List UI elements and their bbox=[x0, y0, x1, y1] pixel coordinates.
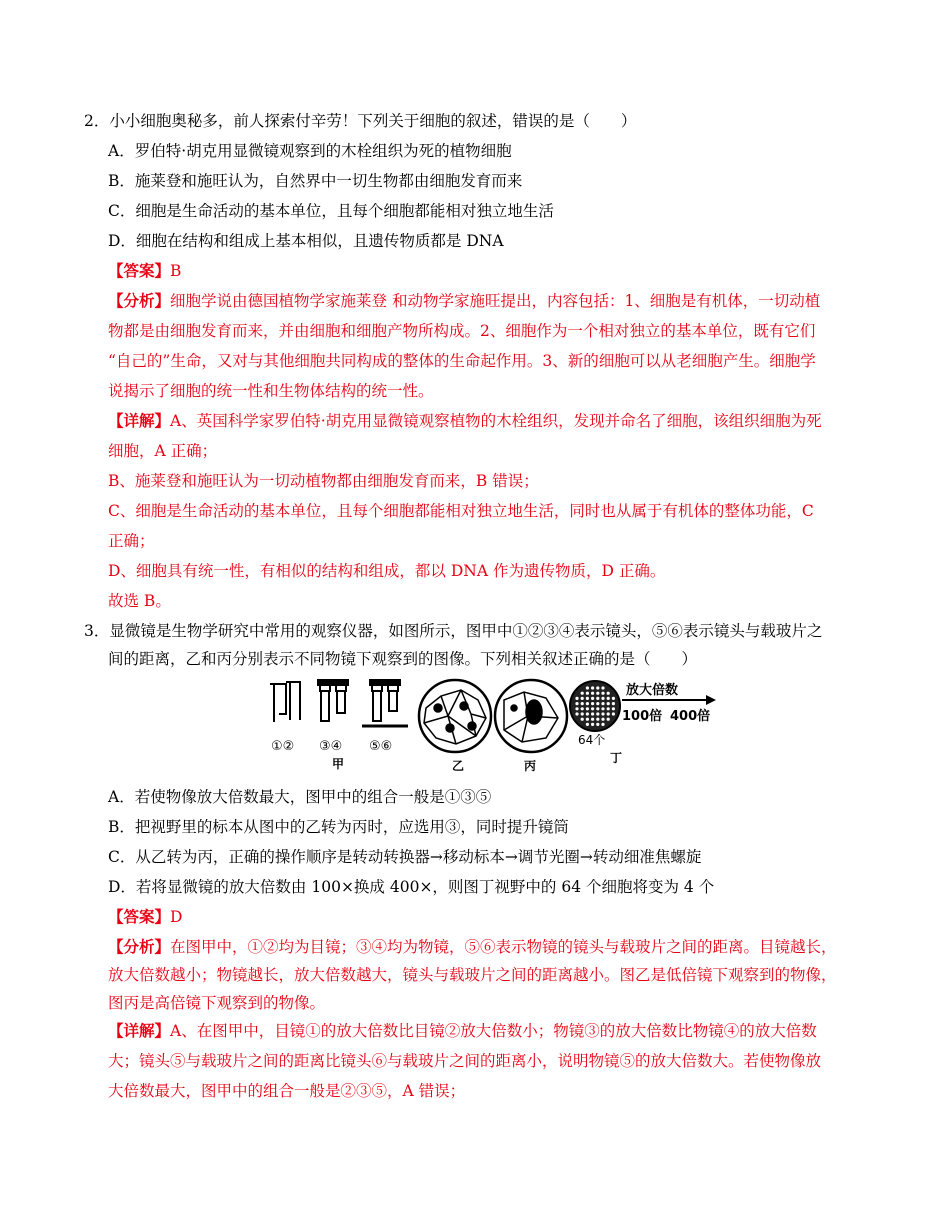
cell-dot bbox=[601, 697, 604, 700]
cell-dot bbox=[596, 707, 599, 710]
cell-dot bbox=[575, 707, 578, 710]
q2-detail-line: B、施莱登和施旺认为一切动植物都由细胞发育而来，B 错误； bbox=[108, 472, 539, 490]
cell-dot bbox=[601, 707, 604, 710]
q3-detail-tag: 【详解】 bbox=[108, 1021, 171, 1040]
cell-dot bbox=[586, 723, 589, 726]
cell-dot bbox=[612, 702, 615, 705]
cell-dot bbox=[586, 712, 589, 715]
view-ding bbox=[570, 681, 620, 731]
q3-detail-text: A、在图甲中，目镜①的放大倍数比目镜②放大倍数小；物镜③的放大倍数比物镜④的放大倍数 bbox=[170, 1022, 817, 1040]
eyepiece-lenses bbox=[270, 682, 300, 722]
q2-analysis-line: 物都是由细胞发育而来，并由细胞和细胞产物所构成。2、细胞作为一个相对独立的基本单位，既有它们 bbox=[108, 322, 816, 340]
cell-dot bbox=[607, 697, 610, 700]
mag-to: 400倍 bbox=[670, 709, 711, 724]
objective-distance bbox=[362, 680, 408, 726]
cell-dot bbox=[581, 702, 584, 705]
q2-detail-line: 细胞，A 正确； bbox=[108, 442, 218, 460]
cell-dot bbox=[591, 692, 594, 695]
mag-from: 100倍 bbox=[622, 709, 663, 724]
view-bing bbox=[495, 680, 567, 752]
cell-dot bbox=[612, 697, 615, 700]
q3-answer-value: D bbox=[170, 908, 183, 926]
label-lens-56: ⑤⑥ bbox=[369, 739, 393, 754]
cell-dot bbox=[596, 712, 599, 715]
cell-dot bbox=[591, 707, 594, 710]
cell-dot bbox=[607, 712, 610, 715]
cell-dot bbox=[601, 692, 604, 695]
q3-answer-tag: 【答案】 bbox=[108, 907, 171, 926]
q3-detail-line: 大倍数最大，图甲中的组合一般是②③⑤，A 错误； bbox=[108, 1082, 466, 1100]
q2-detail-text: A、英国科学家罗伯特·胡克用显微镜观察植物的木栓组织，发现并命名了细胞，该组织细胞为死 bbox=[170, 412, 822, 430]
cell-dot bbox=[601, 686, 604, 689]
q2-detail-line: 故选 B。 bbox=[108, 592, 171, 610]
cell-dot bbox=[601, 702, 604, 705]
q2-stem: 2．小小细胞奥秘多，前人探索付辛劳！下列关于细胞的叙述，错误的是（ ） bbox=[84, 112, 637, 130]
cell-dot bbox=[586, 692, 589, 695]
cell-dot bbox=[596, 697, 599, 700]
q3-option-b: B．把视野里的标本从图中的乙转为丙时，应选用③，同时提升镜筒 bbox=[108, 818, 569, 836]
q2-analysis-line bbox=[108, 290, 820, 312]
cell-dot bbox=[591, 702, 594, 705]
cell-dot bbox=[591, 723, 594, 726]
cell-dot bbox=[596, 723, 599, 726]
q2-detail-tag: 【详解】 bbox=[108, 411, 171, 430]
cell-dot bbox=[581, 692, 584, 695]
q2-detail-line: D、细胞具有统一性，有相似的结构和组成，都以 DNA 作为遗传物质，D 正确。 bbox=[108, 562, 666, 580]
cell-dot bbox=[612, 712, 615, 715]
cell-dot bbox=[586, 686, 589, 689]
cell-dot bbox=[575, 712, 578, 715]
label-lens-34: ③④ bbox=[319, 739, 343, 754]
q2-detail-line: 正确； bbox=[108, 532, 155, 550]
label-cell-count: 64个 bbox=[578, 733, 606, 747]
q3-detail-line: 大；镜头⑤与载玻片之间的距离比镜头⑥与载玻片之间的距离小，说明物镜⑤的放大倍数大。若使物像放 bbox=[108, 1052, 822, 1070]
objective-lenses bbox=[318, 680, 348, 721]
cell-dot bbox=[575, 702, 578, 705]
q3-option-a: A．若使物像放大倍数最大，图甲中的组合一般是①③⑤ bbox=[108, 788, 492, 806]
label-ding: 丁 bbox=[610, 751, 623, 765]
q3-analysis-line: 放大倍数越小；物镜越长，放大倍数越大，镜头与载玻片之间的距离越小。图乙是低倍镜下观察到的物像， bbox=[108, 966, 837, 984]
cell-dot bbox=[586, 707, 589, 710]
q3-option-d: D．若将显微镜的放大倍数由 100×换成 400×，则图丁视野中的 64 个细胞将变为 4 个 bbox=[108, 878, 715, 896]
view-yi bbox=[419, 680, 491, 752]
q2-analysis-tag: 【分析】 bbox=[108, 291, 171, 310]
q2-detail-line bbox=[108, 410, 822, 432]
cell-dot bbox=[586, 697, 589, 700]
cell-dot bbox=[607, 692, 610, 695]
cell-dot bbox=[581, 697, 584, 700]
label-bing: 丙 bbox=[524, 759, 537, 773]
q2-option-a: A．罗伯特·胡克用显微镜观察到的木栓组织为死的植物细胞 bbox=[108, 142, 512, 160]
microscope-figure bbox=[266, 678, 721, 778]
q2-analysis-text: 细胞学说由德国植物学家施莱登 和动物学家施旺提出，内容包括：1、细胞是有机体，一切动植 bbox=[170, 292, 821, 310]
q3-analysis-text: 在图甲中，①②均为目镜；③④均为物镜，⑤⑥表示物镜的镜头与载玻片之间的距离。目镜越长， bbox=[170, 938, 837, 956]
cell-dot bbox=[586, 702, 589, 705]
cell-dot bbox=[581, 707, 584, 710]
q2-option-d: D．细胞在结构和组成上基本相似，且遗传物质都是 DNA bbox=[108, 232, 504, 250]
cell-dot bbox=[601, 718, 604, 721]
cell-dot bbox=[596, 692, 599, 695]
q3-analysis-line: 图丙是高倍镜下观察到的物像。 bbox=[108, 994, 326, 1012]
q2-answer-tag: 【答案】 bbox=[108, 261, 171, 280]
cell-dot bbox=[581, 712, 584, 715]
label-yi: 乙 bbox=[452, 759, 465, 773]
cell-dot bbox=[607, 707, 610, 710]
cell-dot bbox=[581, 718, 584, 721]
cell-dot bbox=[591, 712, 594, 715]
arrow-head-icon bbox=[706, 695, 716, 705]
q3-analysis-tag: 【分析】 bbox=[108, 937, 171, 956]
q3-option-c: C．从乙转为丙，正确的操作顺序是转动转换器→移动标本→调节光圈→转动细准焦螺旋 bbox=[108, 848, 702, 866]
cell-dot bbox=[612, 707, 615, 710]
cell-dot bbox=[607, 718, 610, 721]
q3-detail-line bbox=[108, 1020, 817, 1042]
cell-dot bbox=[601, 723, 604, 726]
q2-analysis-line: 说揭示了细胞的统一性和生物体结构的统一性。 bbox=[108, 382, 434, 400]
cell-dot bbox=[596, 718, 599, 721]
cell-dot bbox=[596, 702, 599, 705]
q2-answer bbox=[108, 260, 181, 282]
cell-dot bbox=[607, 702, 610, 705]
label-jia: 甲 bbox=[332, 757, 345, 771]
mag-title: 放大倍数 bbox=[626, 683, 679, 698]
label-lens-12: ①② bbox=[271, 739, 295, 754]
q3-stem: 间的距离，乙和丙分别表示不同物镜下观察到的图像。下列相关叙述正确的是（ ） bbox=[108, 650, 698, 668]
cell-dot bbox=[591, 697, 594, 700]
q2-detail-line: C、细胞是生命活动的基本单位，且每个细胞都能相对独立地生活，同时也从属于有机体的整体功能，C bbox=[108, 502, 814, 520]
cell-dot bbox=[596, 686, 599, 689]
q2-answer-value: B bbox=[170, 262, 182, 280]
q2-analysis-line: “自己的”生命，又对与其他细胞共同构成的整体的生命起作用。3、新的细胞可以从老细胞产生。细胞学 bbox=[108, 352, 816, 370]
q3-answer bbox=[108, 906, 182, 928]
q3-analysis-line bbox=[108, 936, 837, 958]
cell-dot bbox=[575, 697, 578, 700]
q3-stem: 3．显微镜是生物学研究中常用的观察仪器，如图所示，图甲中①②③④表示镜头，⑤⑥表示镜头与载玻片之 bbox=[84, 622, 823, 640]
cell-dot bbox=[591, 718, 594, 721]
cell-dot bbox=[586, 718, 589, 721]
q2-option-c: C．细胞是生命活动的基本单位，且每个细胞都能相对独立地生活 bbox=[108, 202, 554, 220]
cell-dot bbox=[591, 686, 594, 689]
q2-option-b: B．施莱登和施旺认为，自然界中一切生物都由细胞发育而来 bbox=[108, 172, 523, 190]
cell-dot bbox=[601, 712, 604, 715]
